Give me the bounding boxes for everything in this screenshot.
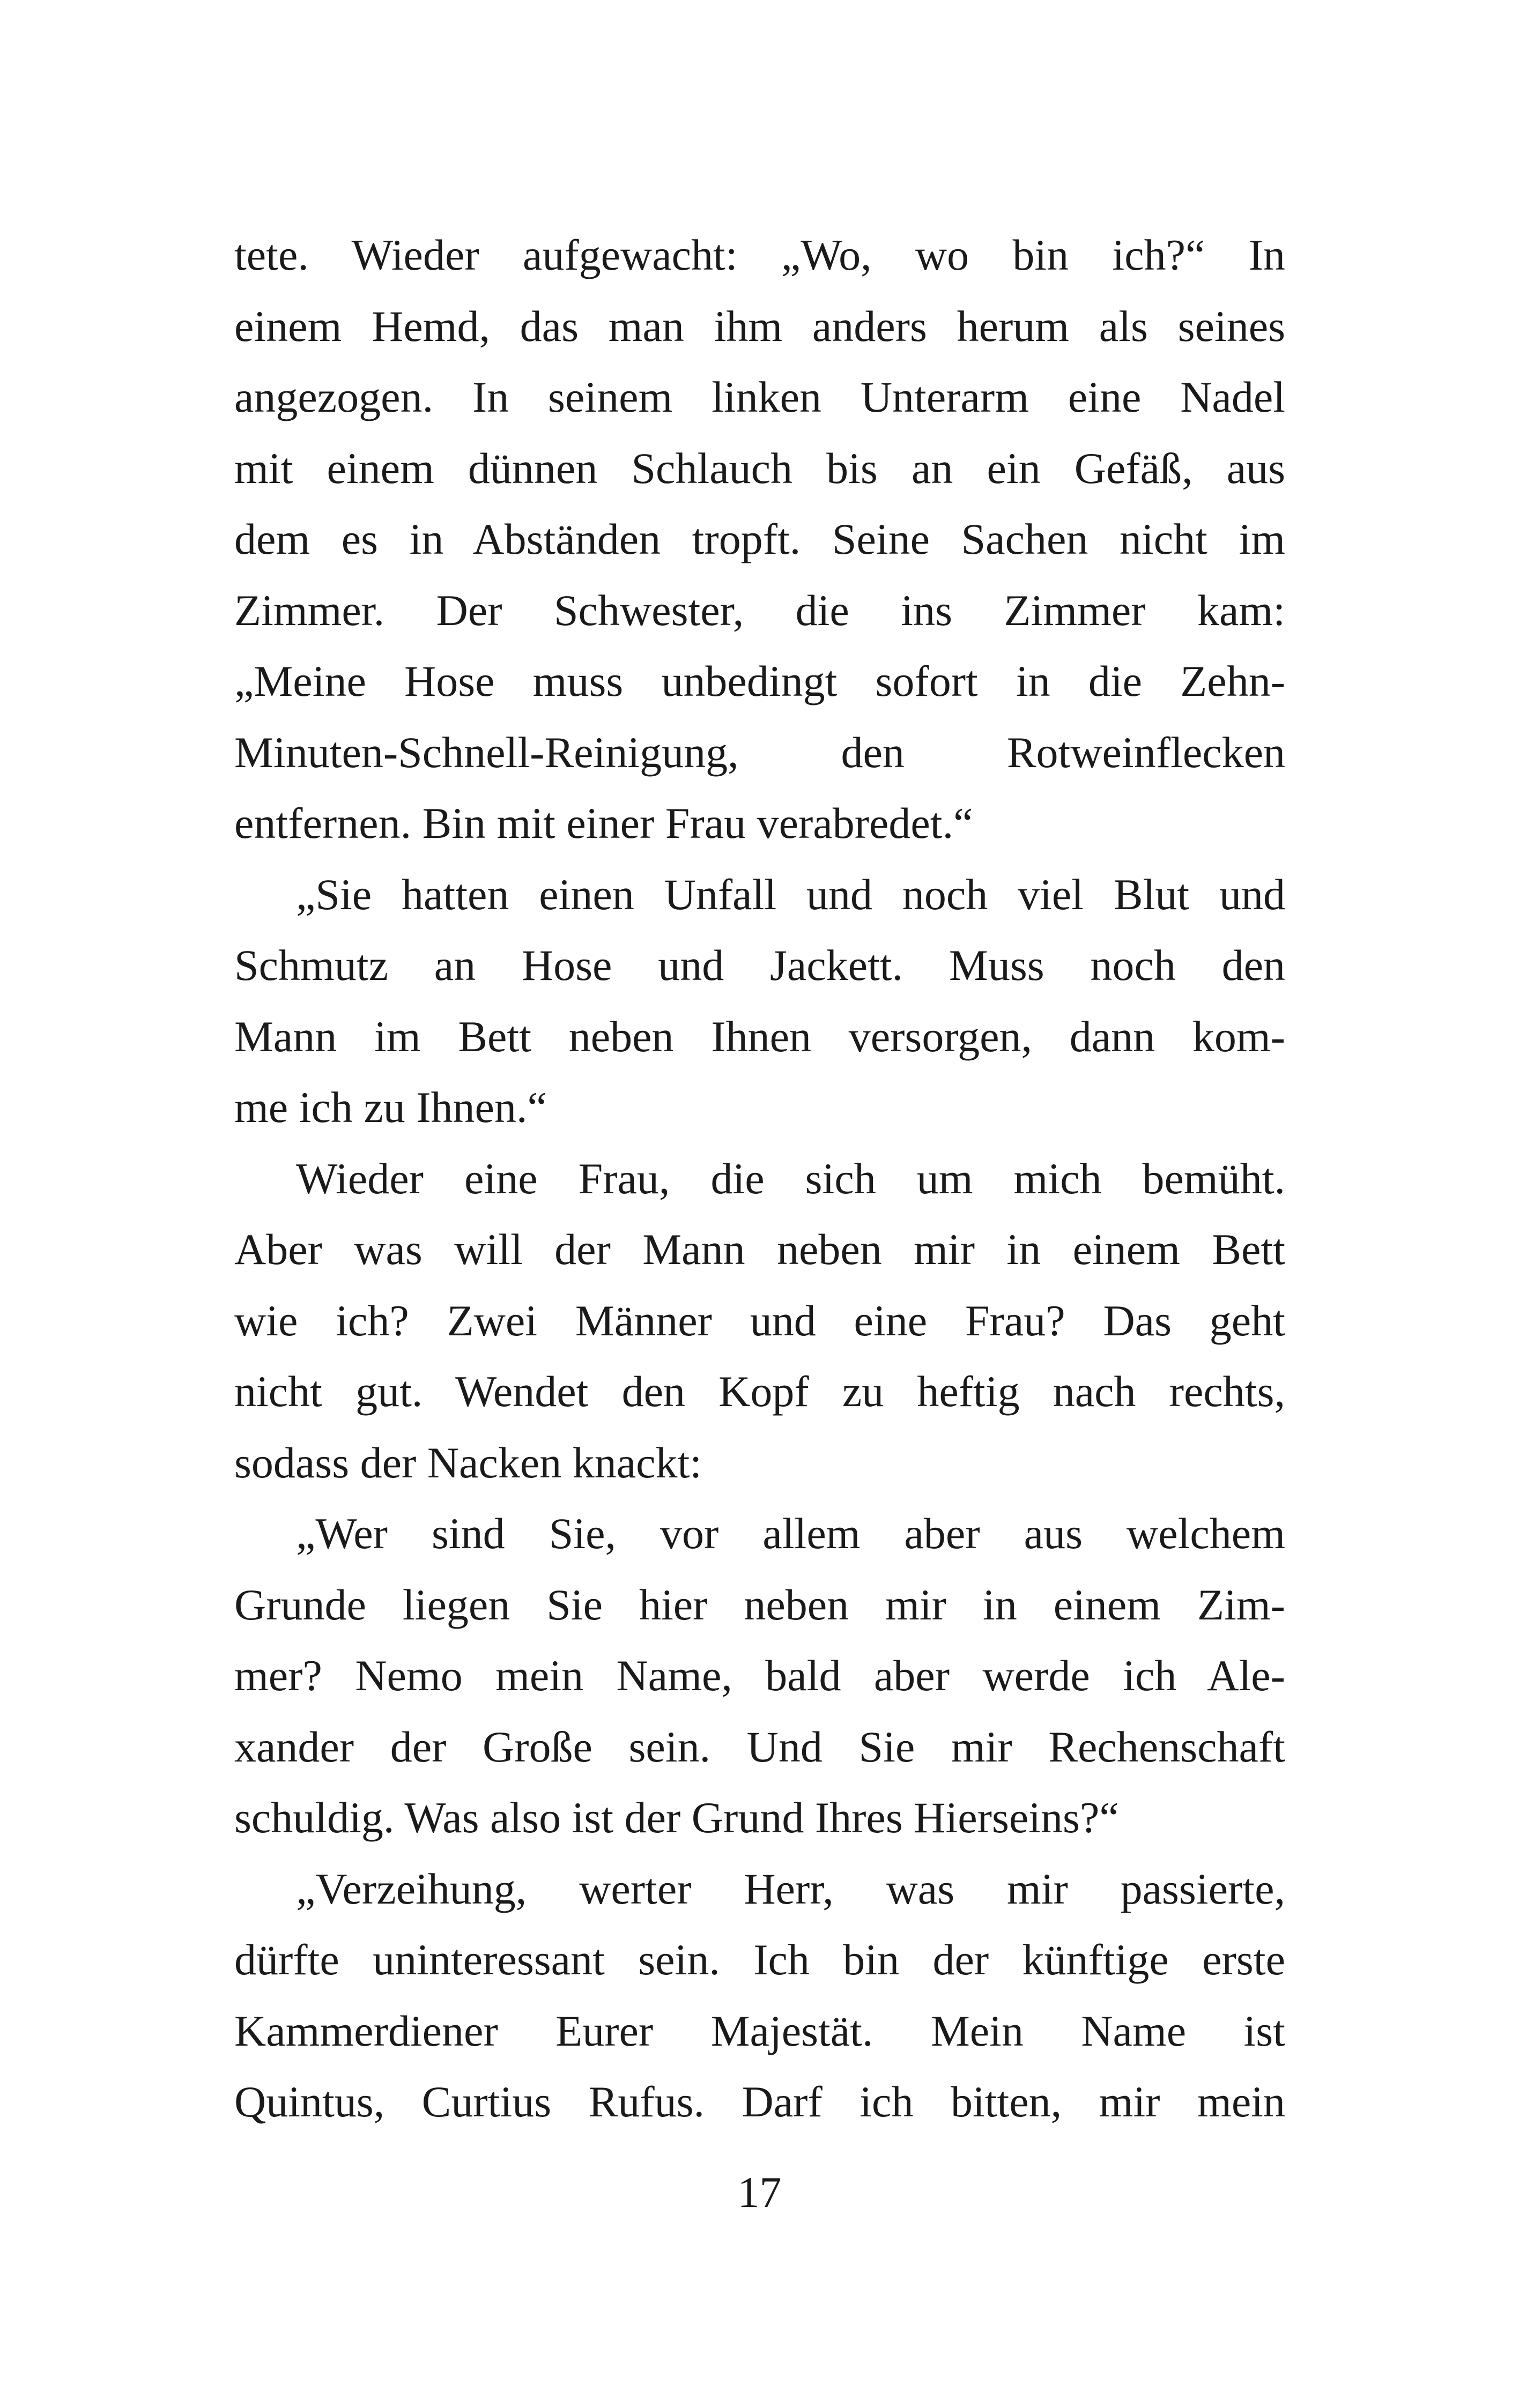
text-line: Schmutz an Hose und Jackett. Muss noch den (234, 941, 1285, 990)
text-line: nicht gut. Wendet den Kopf zu heftig nach rechts, (234, 1367, 1285, 1416)
text-line: mit einem dünnen Schlauch bis an ein Gefäß, aus (234, 443, 1285, 493)
text-line: Mann im Bett neben Ihnen versorgen, dann kom- (234, 1012, 1285, 1061)
text-line: sodass der Nacken knackt: (234, 1438, 702, 1487)
text-line: einem Hemd, das man ihm anders herum als seines (234, 301, 1285, 351)
text-line: „Verzeihung, werter Herr, was mir passierte, (296, 1864, 1285, 1913)
text-line: Minuten-Schnell-Reinigung, den Rotweinflecken (234, 727, 1285, 777)
text-line: mer? Nemo mein Name, bald aber werde ich Ale- (234, 1651, 1285, 1700)
text-line: schuldig. Was also ist der Grund Ihres Hierseins?“ (234, 1793, 1119, 1842)
text-line: Aber was will der Mann neben mir in einem Bett (234, 1225, 1285, 1274)
text-line: wie ich? Zwei Männer und eine Frau? Das geht (234, 1296, 1285, 1345)
text-line: Zimmer. Der Schwester, die ins Zimmer kam: (234, 585, 1285, 635)
text-line: xander der Große sein. Und Sie mir Rechenschaft (234, 1722, 1285, 1771)
text-line: „Sie hatten einen Unfall und noch viel Blut und (296, 869, 1285, 919)
page-number: 17 (737, 2168, 782, 2217)
text-line: „Wer sind Sie, vor allem aber aus welchem (296, 1509, 1285, 1558)
text-line: angezogen. In seinem linken Unterarm eine Nadel (234, 373, 1285, 421)
text-line: me ich zu Ihnen.“ (234, 1083, 547, 1132)
body-text (234, 220, 1285, 2138)
text-line: Quintus, Curtius Rufus. Darf ich bitten, mir mein (234, 2077, 1285, 2126)
text-line: dürfte uninteressant sein. Ich bin der künftige erste (234, 1935, 1285, 1984)
text-line: „Meine Hose muss unbedingt sofort in die Zehn- (234, 657, 1285, 705)
text-line: Grunde liegen Sie hier neben mir in einem Zim- (234, 1580, 1285, 1629)
text-line: tete. Wieder aufgewacht: „Wo, wo bin ich?“ In (234, 231, 1285, 279)
text-line: entfernen. Bin mit einer Frau verabredet.“ (234, 799, 973, 848)
text-line: dem es in Abständen tropft. Seine Sachen nicht im (234, 515, 1285, 563)
text-line: Wieder eine Frau, die sich um mich bemüht. (296, 1154, 1285, 1203)
text-line: Kammerdiener Eurer Majestät. Mein Name ist (234, 2006, 1285, 2055)
